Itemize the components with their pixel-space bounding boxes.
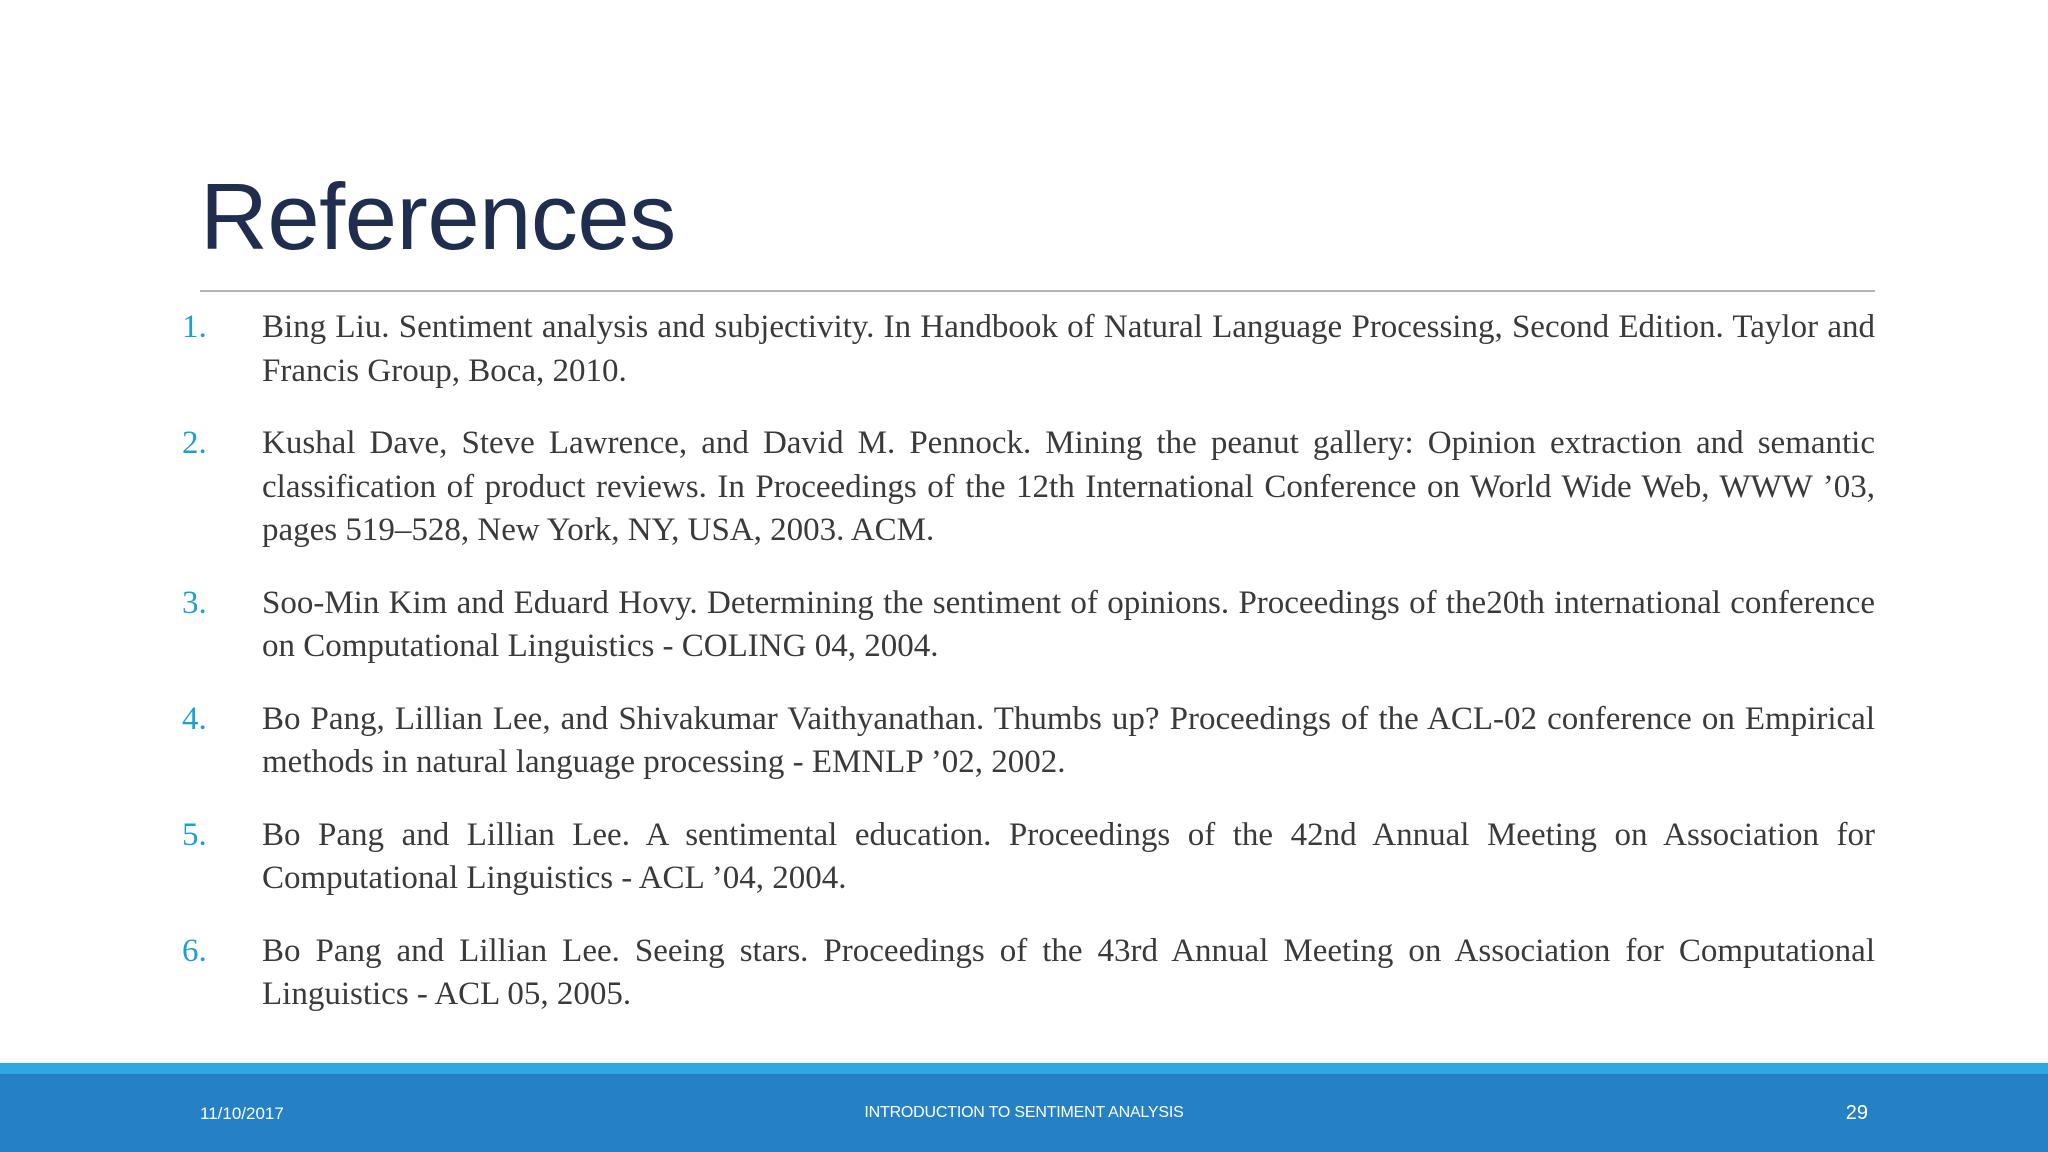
reference-item	[182, 814, 1875, 901]
reference-text: Bo Pang and Lillian Lee. Seeing stars. Proceedings of the 43rd Annual Meeting on Association for Computational Linguistics - ACL 05, 2005.	[262, 932, 1875, 1012]
reference-text: Soo-Min Kim and Eduard Hovy. Determining the sentiment of opinions. Proceedings of the20th international conference on Computational Linguistics - COLING 04, 2004.	[262, 584, 1875, 664]
reference-item	[182, 930, 1875, 1017]
reference-number: 5.	[182, 816, 207, 853]
footer-bar	[0, 1074, 2048, 1152]
reference-number: 4.	[182, 700, 207, 737]
title-divider	[200, 290, 1875, 292]
reference-item	[182, 698, 1875, 785]
footer-date: 11/10/2017	[200, 1104, 284, 1123]
references-list	[182, 306, 1875, 1046]
slide-number: 29	[1845, 1102, 1868, 1124]
reference-text: Bing Liu. Sentiment analysis and subjectivity. In Handbook of Natural Language Processing, Second Edition. Taylor and Francis Group, Boca, 2010.	[262, 309, 1875, 389]
reference-item	[182, 582, 1875, 669]
reference-number: 6.	[182, 932, 207, 969]
reference-number: 1.	[182, 309, 207, 345]
reference-number: 3.	[182, 584, 207, 621]
reference-text: Bo Pang and Lillian Lee. A sentimental education. Proceedings of the 42nd Annual Meeting on Association for Computational Linguistics - ACL ’04, 2004.	[262, 816, 1875, 896]
footer-presentation-title: INTRODUCTION TO SENTIMENT ANALYSIS	[864, 1104, 1184, 1121]
reference-text: Bo Pang, Lillian Lee, and Shivakumar Vaithyanathan. Thumbs up? Proceedings of the ACL-02 conference on Empirical methods in natural language processing - EMNLP ’02, 2002.	[262, 700, 1875, 780]
footer-accent-stripe	[0, 1063, 2048, 1074]
slide-title: References	[200, 164, 676, 269]
reference-text: Kushal Dave, Steve Lawrence, and David M. Pennock. Mining the peanut gallery: Opinion extraction and semantic classification of product reviews. In Proceedings of the 12th International Conference on World Wide Web, WWW ’03, pages 519–528, New York, NY, USA, 2003. ACM.	[262, 425, 1875, 548]
reference-number: 2.	[182, 425, 207, 461]
reference-item	[182, 306, 1875, 393]
reference-item	[182, 422, 1875, 553]
